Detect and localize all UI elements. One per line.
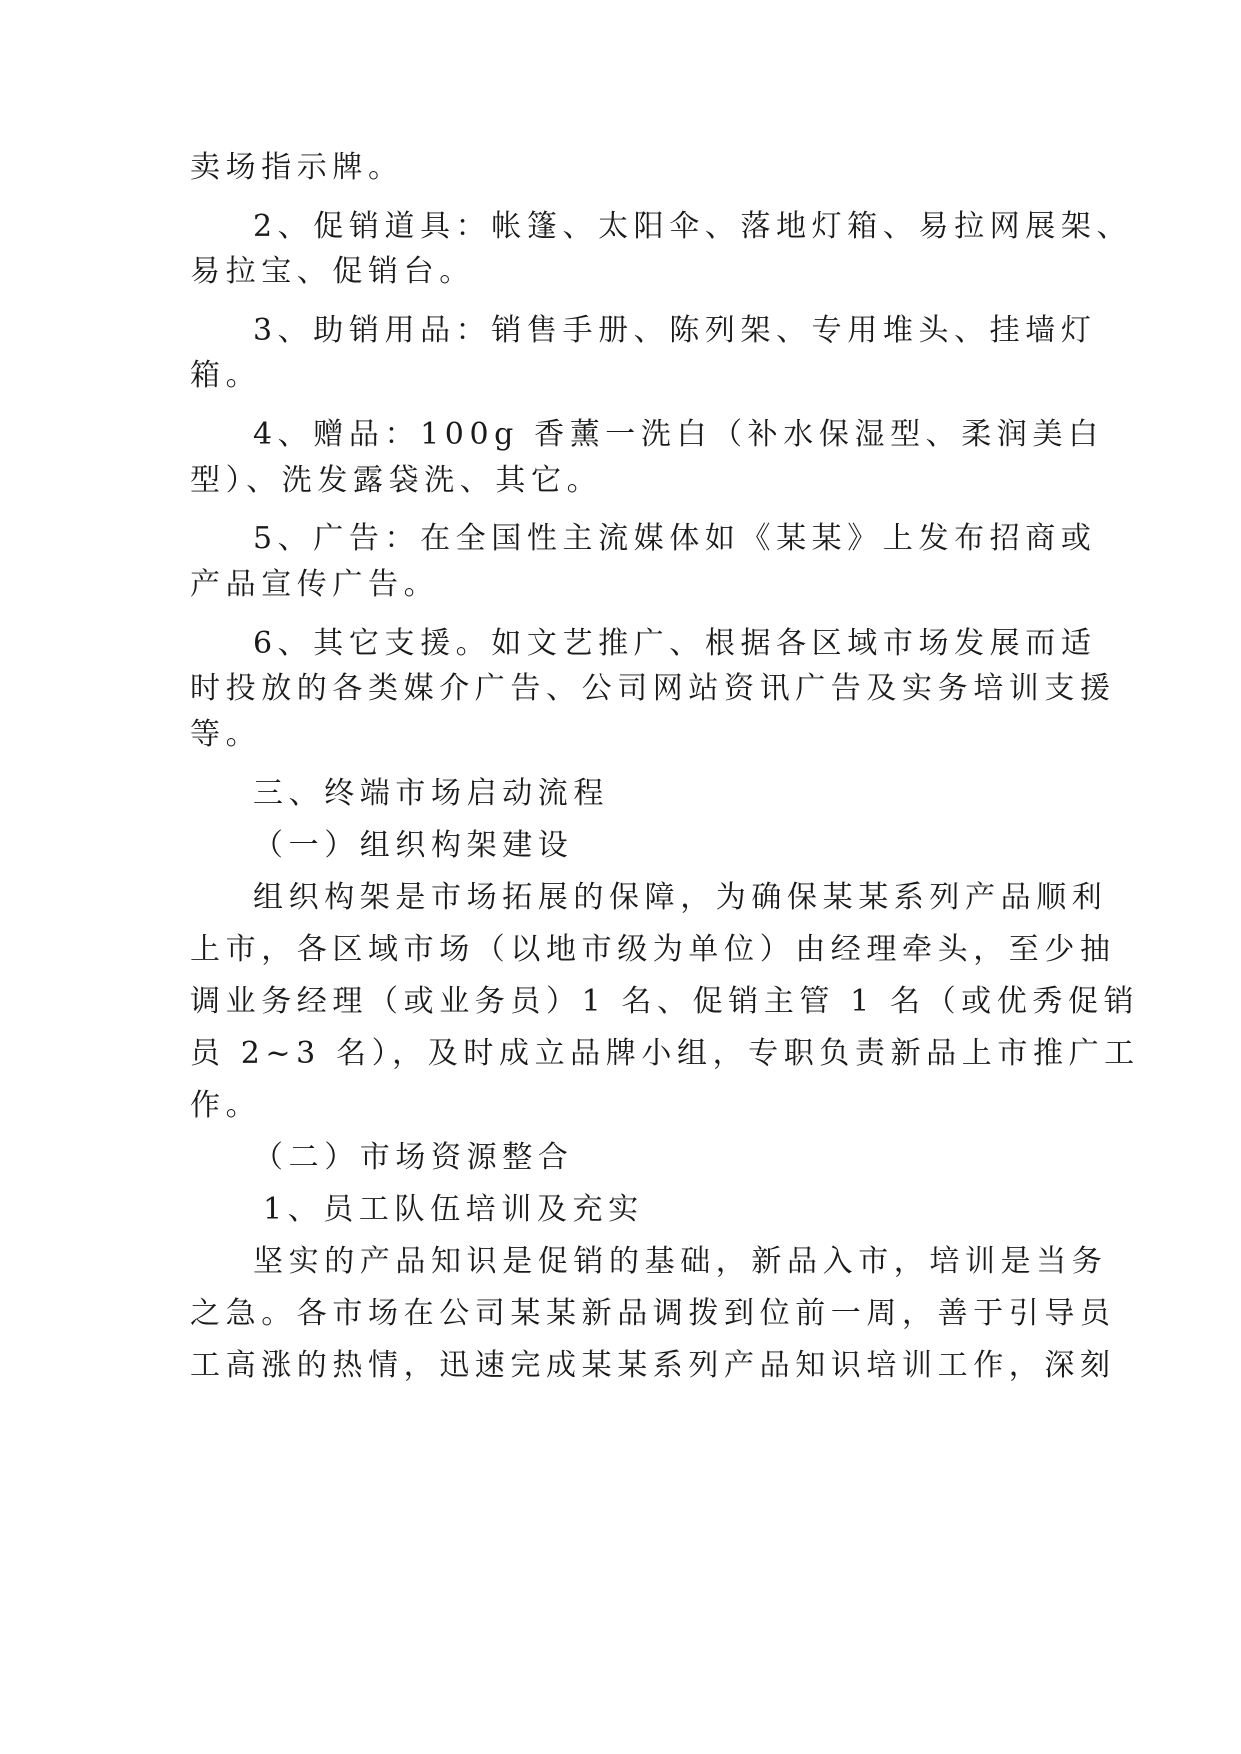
list-item-other-support: 6、其它支援。如文艺推广、根据各区域市场发展而适 xyxy=(253,626,1097,661)
text-line: 等。 xyxy=(190,717,262,752)
text-line: 型）、洗发露袋洗、其它。 xyxy=(190,463,603,498)
text-line: 易拉宝、促销台。 xyxy=(190,254,475,289)
text-line: 产品宣传广告。 xyxy=(190,567,440,602)
subsection-heading-2: （二）市场资源整合 xyxy=(253,1140,574,1175)
section-heading-3: 三、终端市场启动流程 xyxy=(253,776,609,811)
list-item-sales-aids: 3、助销用品：销售手册、陈列架、专用堆头、挂墙灯 xyxy=(253,313,1097,348)
paragraph-line: 调业务经理（或业务员）1 名、促销主管 1 名（或优秀促销 xyxy=(190,984,1140,1019)
paragraph-line: 工高涨的热情，迅速完成某某系列产品知识培训工作，深刻 xyxy=(190,1348,1116,1383)
list-item-promo-props: 2、促销道具：帐篷、太阳伞、落地灯箱、易拉网展架、 xyxy=(253,209,1133,244)
list-item-staff-training: 1、员工队伍培训及充实 xyxy=(263,1192,644,1227)
paragraph-line: 坚实的产品知识是促销的基础，新品入市，培训是当务 xyxy=(253,1244,1108,1279)
paragraph-line: 员 2~3 名），及时成立品牌小组，专职负责新品上市推广工 xyxy=(190,1036,1140,1071)
paragraph-line: 之急。各市场在公司某某新品调拨到位前一周，善于引导员 xyxy=(190,1296,1116,1331)
text-line: 箱。 xyxy=(190,358,262,393)
paragraph-line: 组织构架是市场拓展的保障，为确保某某系列产品顺利 xyxy=(253,880,1108,915)
text-line: 卖场指示牌。 xyxy=(190,150,404,185)
paragraph-line: 上市，各区域市场（以地市级为单位）由经理牵头，至少抽 xyxy=(190,932,1116,967)
paragraph-line: 作。 xyxy=(190,1088,262,1123)
list-item-gifts: 4、赠品：100g 香薰一洗白（补水保湿型、柔润美白 xyxy=(253,417,1104,452)
text-line: 时投放的各类媒介广告、公司网站资讯广告及实务培训支援 xyxy=(190,671,1116,706)
list-item-advertising: 5、广告：在全国性主流媒体如《某某》上发布招商或 xyxy=(253,521,1097,556)
subsection-heading-1: （一）组织构架建设 xyxy=(253,828,574,863)
